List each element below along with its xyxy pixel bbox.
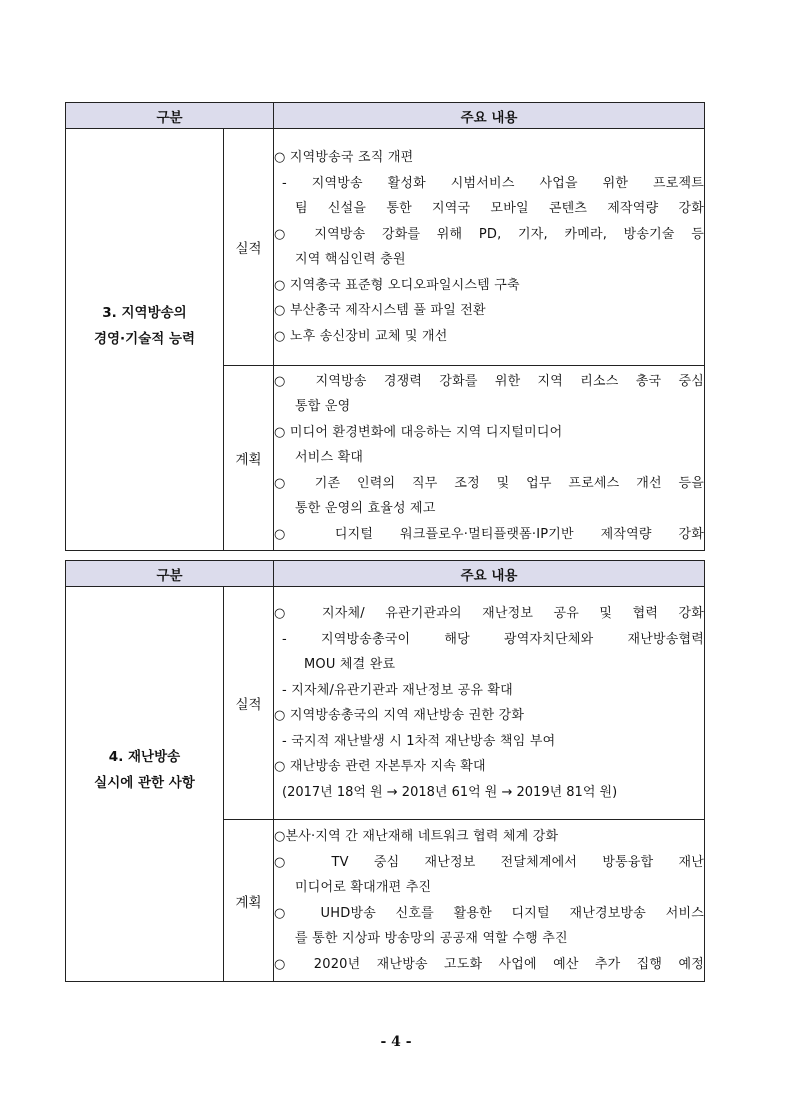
list-item: ○ 부산총국 제작시스템 풀 파일 전환 — [274, 303, 486, 318]
list-item: ○ 지역방송국 조직 개편 — [274, 150, 414, 165]
category-cell — [66, 587, 224, 982]
header-main-content: 주요 내용 — [274, 103, 705, 129]
list-item: - 국지적 재난발생 시 1차적 재난방송 책임 부여 — [282, 733, 556, 749]
list-item: (2017년 18억 원 → 2018년 61억 원 → 2019년 81억 원) — [282, 784, 618, 800]
list-item: 를 통한 지상파 방송망의 공공재 역할 수행 추진 — [295, 931, 568, 946]
list-item: ○본사·지역 간 재난재해 네트워크 협력 체계 강화 — [274, 829, 559, 844]
list-item: 통한 운영의 효율성 제고 — [295, 501, 436, 517]
list-item: MOU 체결 완료 — [304, 657, 396, 672]
list-item: ○ 노후 송신장비 교체 및 개선 — [274, 328, 448, 344]
category-cell — [66, 129, 224, 551]
list-item: 서비스 확대 — [295, 450, 364, 466]
list-item: 미디어로 확대개편 추진 — [295, 880, 432, 895]
list-item: ○ UHD방송 신호를 활용한 디지털 재난경보방송 서비스 — [274, 905, 704, 921]
list-item: 지역 핵심인력 충원 — [295, 252, 406, 267]
content-plans — [274, 366, 705, 551]
subcategory-achievements: 실적 — [224, 587, 274, 820]
category-line-2: 실시에 관한 사항 — [94, 775, 195, 791]
list-item: 통합 운영 — [295, 399, 351, 415]
list-item: 팀 신설을 통한 지역국 모바일 콘텐츠 제작역량 강화 — [295, 201, 704, 216]
list-item: ○ 지역방송총국의 지역 재난방송 권한 강화 — [274, 708, 525, 723]
list-item: ○ 지자체/ 유관기관과의 재난정보 공유 및 협력 강화 — [274, 606, 704, 621]
header-category: 구분 — [66, 561, 274, 587]
table-disaster-broadcasting — [65, 560, 705, 982]
subcategory-plans: 계획 — [224, 820, 274, 982]
content-achievements — [274, 587, 705, 820]
content-achievements — [274, 129, 705, 366]
list-item: - 지자체/유관기관과 재난정보 공유 확대 — [282, 682, 513, 698]
list-item: ○ 미디어 환경변화에 대응하는 지역 디지털미디어 — [274, 424, 563, 440]
list-item: ○ 디지털 워크플로우·멀티플랫폼·IP기반 제작역량 강화 — [274, 526, 704, 542]
category-line-1: 4. 재난방송 — [108, 749, 181, 765]
list-item: - 지역방송 활성화 시범서비스 사업을 위한 프로젝트 — [282, 175, 704, 191]
list-item: ○ 지역방송 강화를 위해 PD, 기자, 카메라, 방송기술 등 — [274, 226, 704, 242]
content-plans — [274, 820, 705, 982]
page-number: - 4 - — [380, 1034, 412, 1050]
table-regional-broadcasting — [65, 102, 705, 551]
subcategory-plans: 계획 — [224, 366, 274, 551]
subcategory-achievements: 실적 — [224, 129, 274, 366]
category-line-1: 3. 지역방송의 — [102, 304, 187, 321]
list-item: - 지역방송총국이 해당 광역자치단체와 재난방송협력 — [282, 631, 704, 647]
header-category: 구분 — [66, 103, 274, 129]
list-item: ○ 지역총국 표준형 오디오파일시스템 구축 — [274, 277, 520, 293]
list-item: ○ 2020년 재난방송 고도화 사업에 예산 추가 집행 예정 — [274, 956, 704, 972]
list-item: ○ 기존 인력의 직무 조정 및 업무 프로세스 개선 등을 — [274, 475, 704, 491]
list-item: ○ 지역방송 경쟁력 강화를 위한 지역 리소스 총국 중심 — [274, 373, 704, 389]
header-main-content: 주요 내용 — [274, 561, 705, 587]
list-item: ○ 재난방송 관련 자본투자 지속 확대 — [274, 759, 486, 774]
category-line-2: 경영·기술적 능력 — [93, 330, 196, 347]
list-item: ○ TV 중심 재난정보 전달체계에서 방통융합 재난 — [274, 854, 704, 870]
